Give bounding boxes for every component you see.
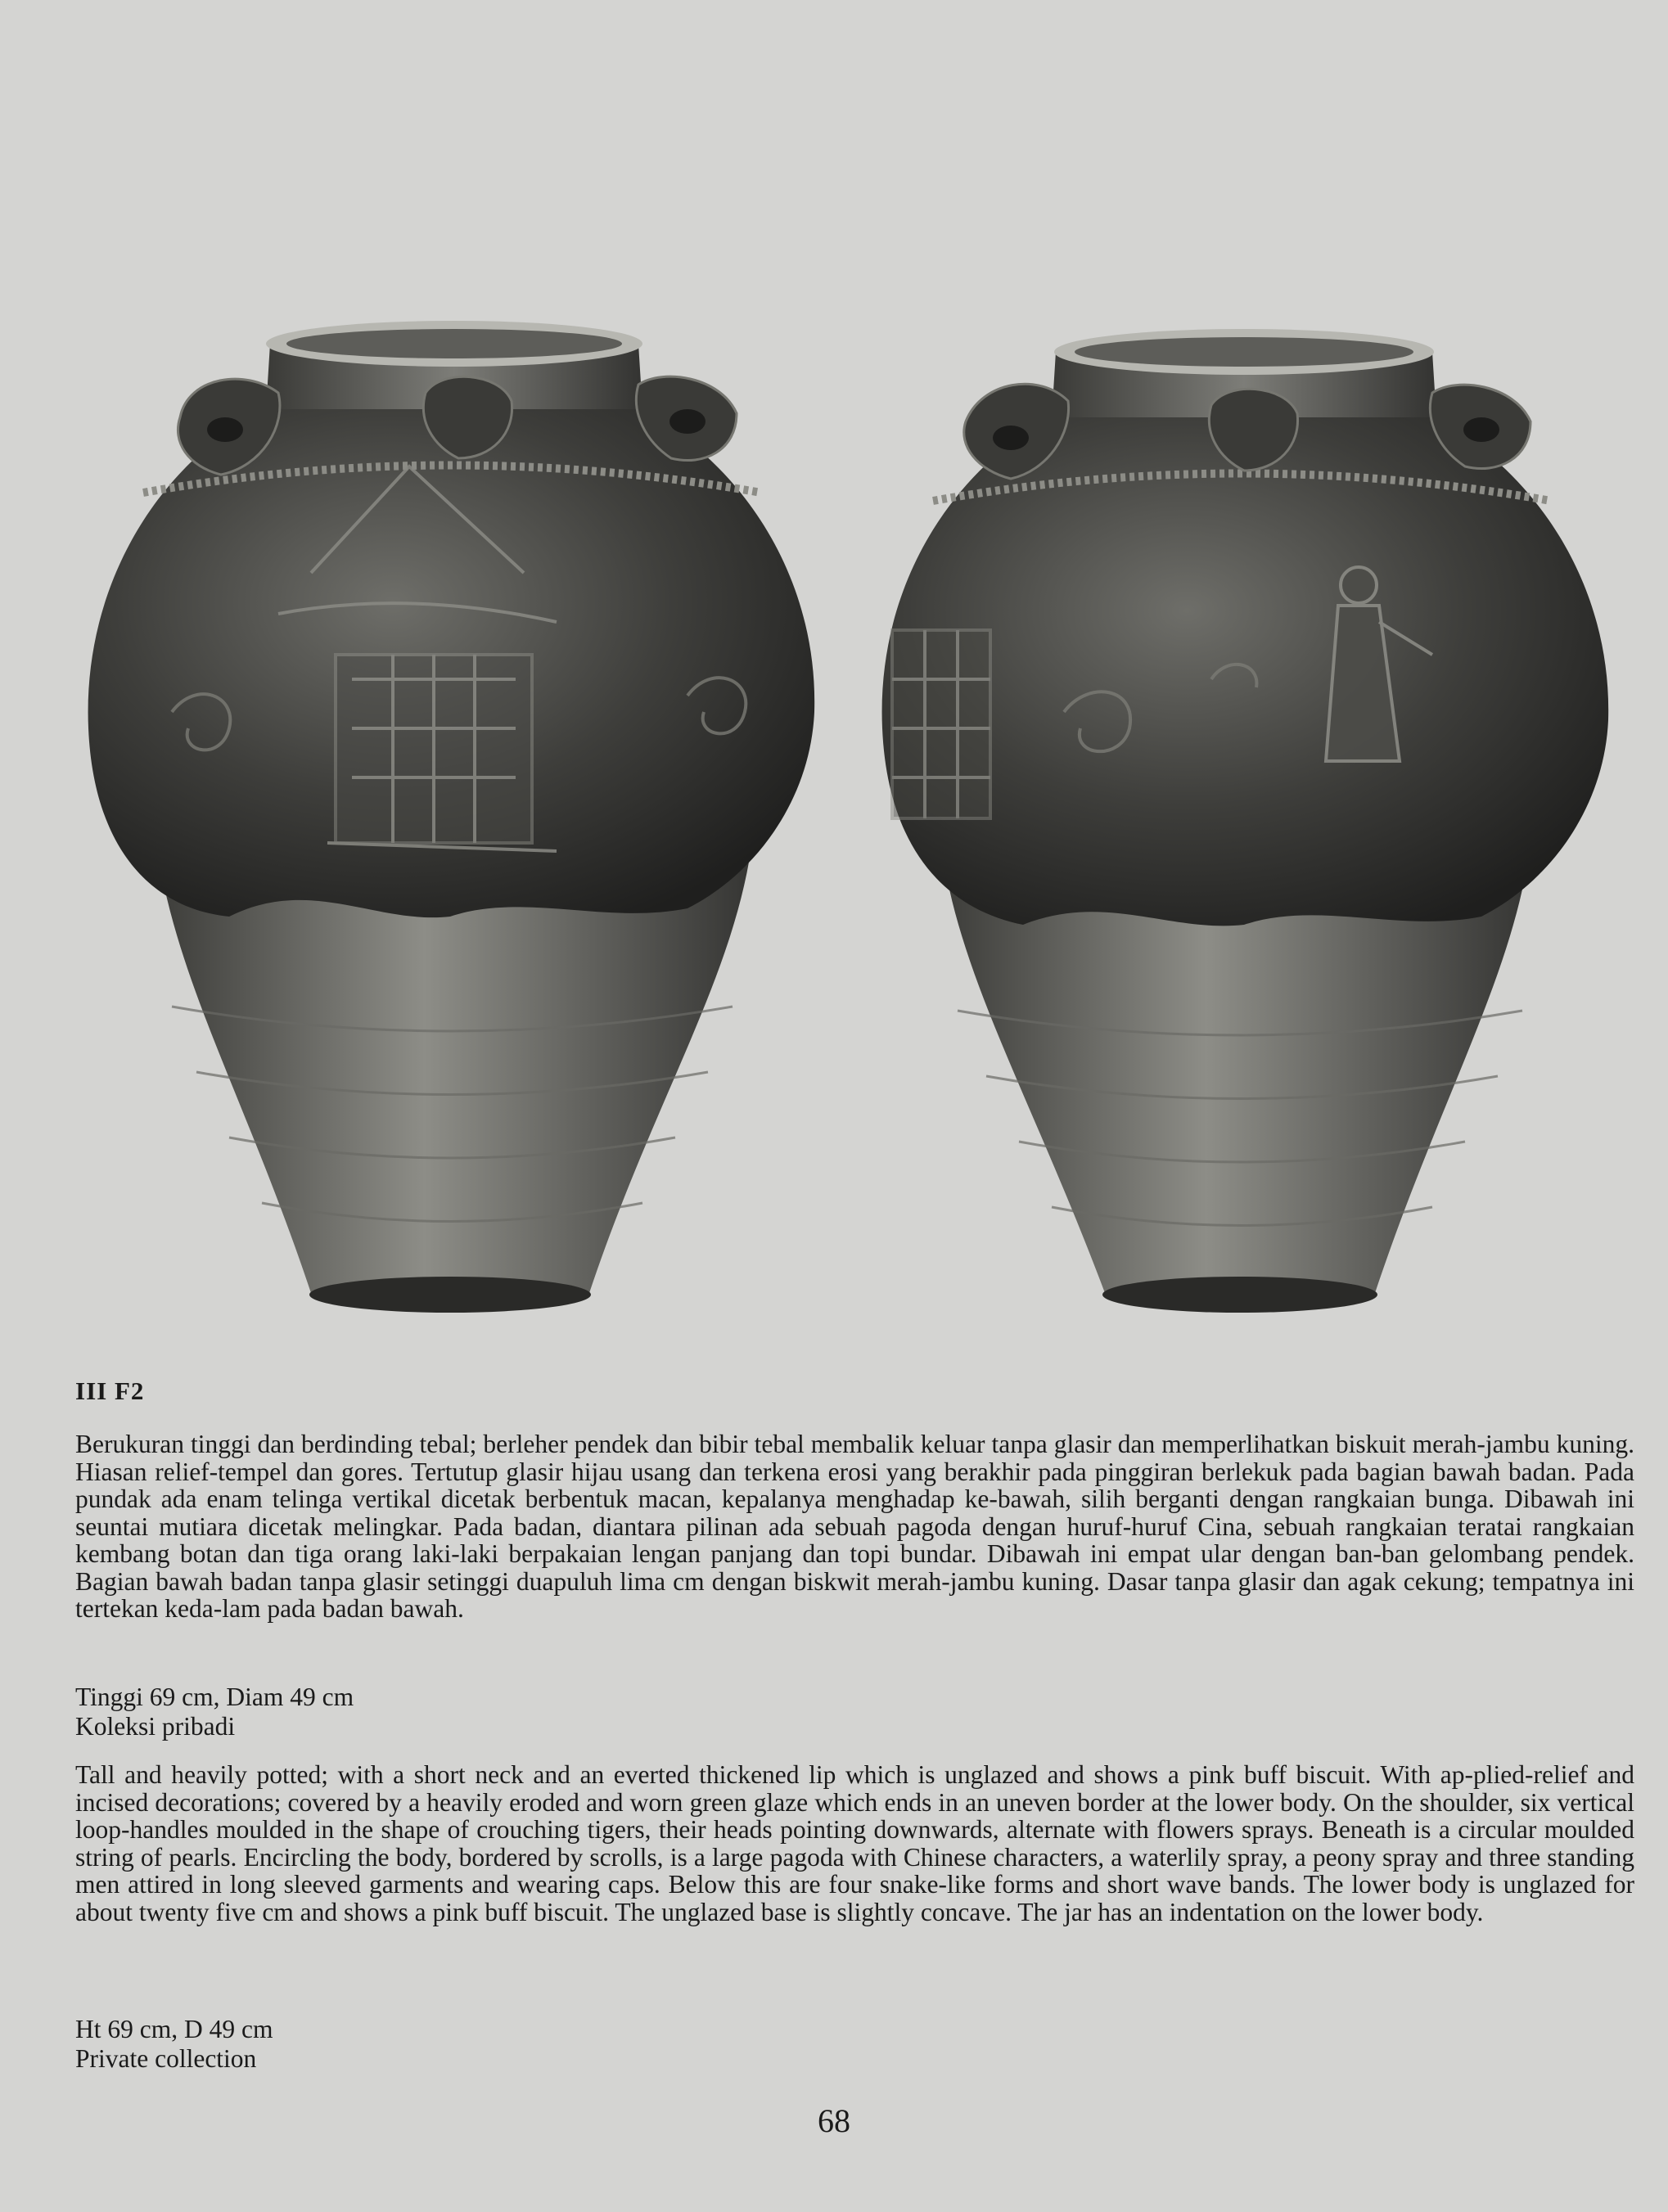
- collection-english: Private collection: [75, 2044, 257, 2073]
- details-english: [75, 2015, 1634, 2074]
- collection-indonesian: Koleksi pribadi: [75, 1712, 236, 1741]
- description-indonesian: Berukuran tinggi dan berdinding tebal; berleher pendek dan bibir tebal membalik keluar tanpa glasir dan memperlihatkan biskuit merah-jambu kuning. Hiasan relief-tempel dan gores. Tertutup glasir hijau usang dan terkena erosi yang berakhir pada pinggiran berlekuk pada bagian bawah badan. Pada pundak ada enam telinga vertikal dicetak berbentuk macan, kepalanya menghadap ke-bawah, silih berganti dengan rangkaian bunga. Dibawah ini seuntai mutiara dicetak melingkar. Pada badan, diantara pilinan ada sebuah pagoda dengan huruf-huruf Cina, sebuah rangkaian teratai rangkaian kembang botan dan tiga orang laki-laki berpakaian lengan panjang dan topi bundar. Dibawah ini empat ular dengan ban-ban gelombang pendek. Bagian bawah badan tanpa glasir setinggi duapuluh lima cm dengan biskwit merah-jambu kuning. Dasar tanpa glasir dan agak cekung; tempatnya ini tertekan keda-lam pada badan bawah.: [75, 1430, 1634, 1623]
- left-jar: [88, 321, 815, 1313]
- jar-photograph: [65, 270, 1621, 1358]
- details-indonesian: [75, 1683, 1634, 1741]
- right-jar: [882, 329, 1609, 1313]
- description-english: Tall and heavily potted; with a short neck and an everted thickened lip which is unglazed and shows a pink buff biscuit. With ap-plied-relief and incised decorations; covered by a heavily eroded and worn green glaze which ends in an uneven border at the lower body. On the shoulder, six vertical loop-handles moulded in the shape of crouching tigers, their heads pointing downwards, alternate with flowers sprays. Beneath is a circular moulded string of pearls. Encircling the body, bordered by scrolls, is a large pagoda with Chinese characters, a waterlily spray, a peony spray and three standing men attired in long sleeved garments and wearing caps. Below this are four snake-like forms and short wave bands. The lower body is unglazed for about twenty five cm and shows a pink buff biscuit. The unglazed base is slightly concave. The jar has an indentation on the lower body.: [75, 1760, 1634, 1926]
- page-number: 68: [818, 2102, 850, 2139]
- catalog-number: III F2: [75, 1376, 145, 1405]
- dimensions-english: Ht 69 cm, D 49 cm: [75, 2015, 273, 2043]
- dimensions-indonesian: Tinggi 69 cm, Diam 49 cm: [75, 1683, 354, 1711]
